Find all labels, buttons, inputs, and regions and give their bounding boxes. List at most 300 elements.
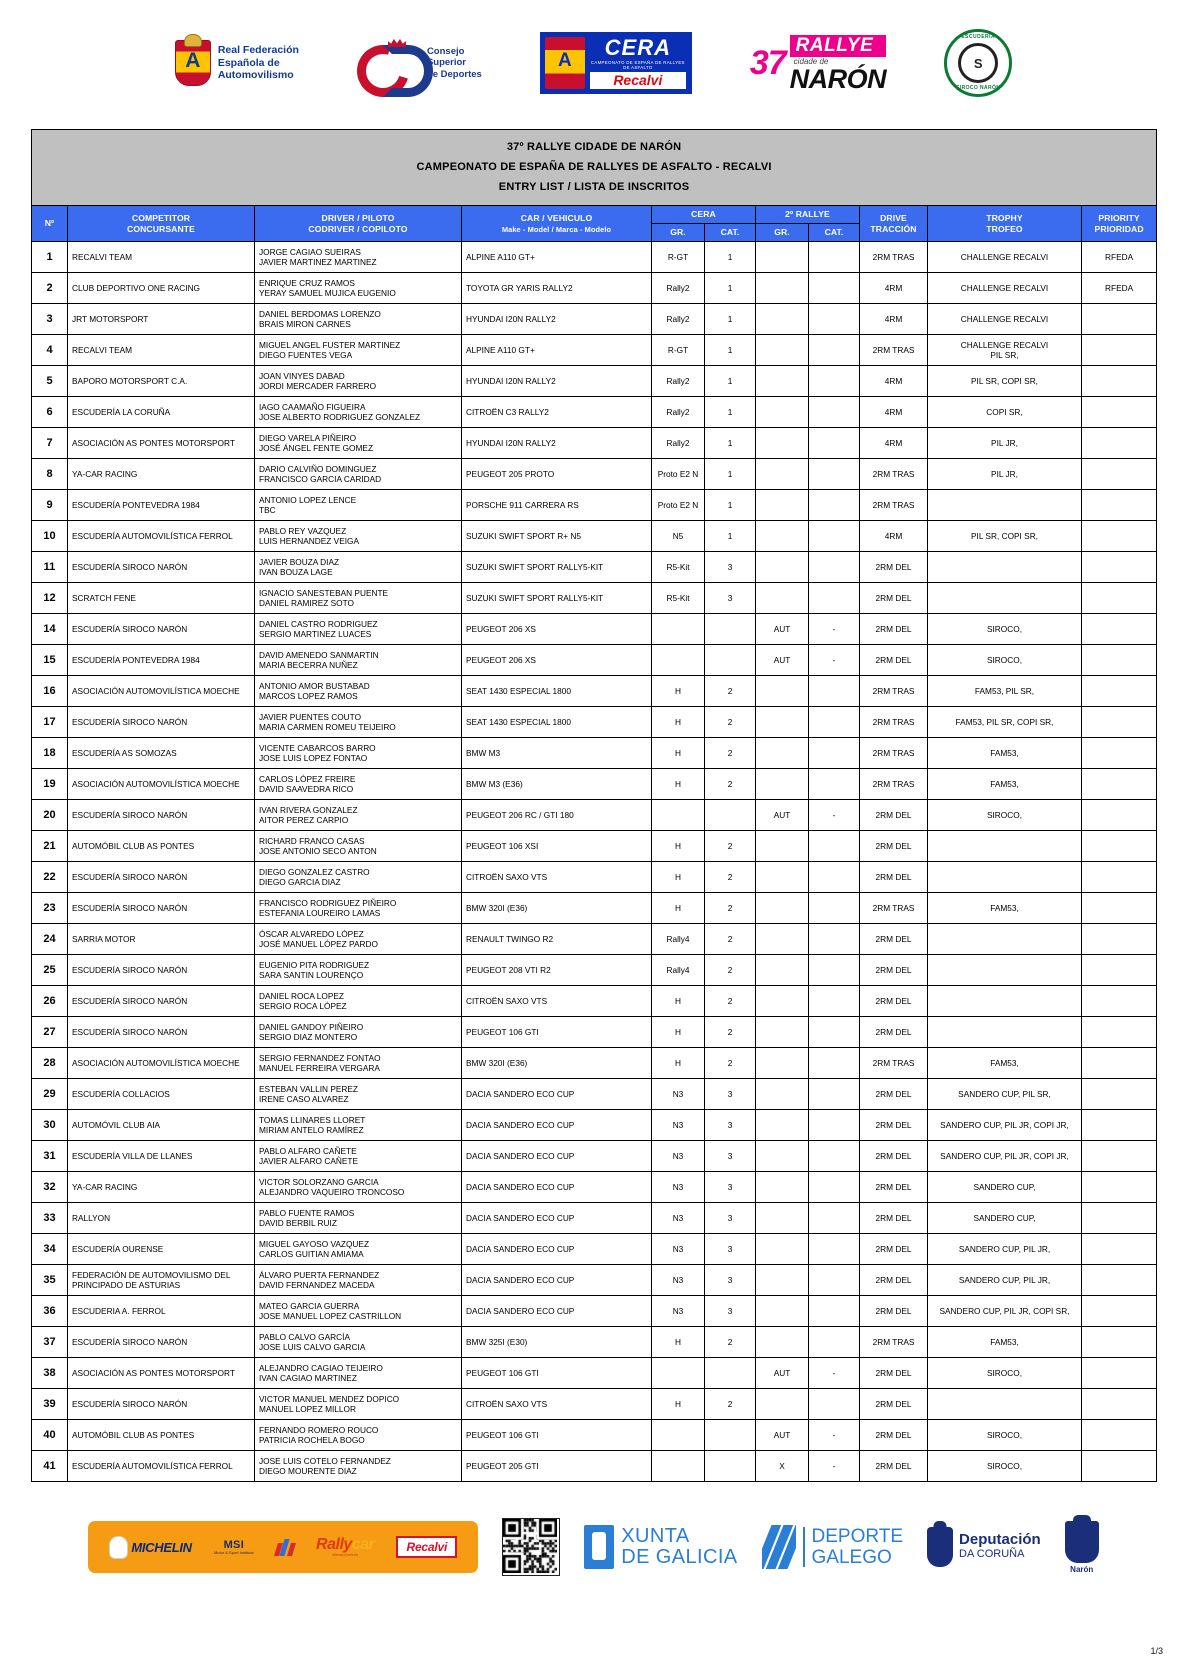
row-drive: 2RM DEL — [860, 1079, 928, 1110]
row-rallye2-gr — [756, 366, 809, 397]
row-driver: DANIEL BERDOMAS LORENZO — [259, 308, 381, 319]
row-trophy: CHALLENGE RECALVI — [928, 304, 1082, 335]
row-rallye2-cat — [809, 521, 860, 552]
row-cera-cat: 3 — [705, 1296, 756, 1327]
row-priority — [1082, 1451, 1157, 1482]
row-cera-cat: 3 — [705, 1265, 756, 1296]
row-rallye2-cat — [809, 1203, 860, 1234]
col-car-es: Make - Model / Marca - Modelo — [501, 224, 612, 234]
row-number: 14 — [32, 614, 68, 645]
row-trophy — [928, 924, 1082, 955]
row-number: 11 — [32, 552, 68, 583]
row-crew — [255, 242, 462, 273]
table-header-row-1 — [32, 206, 1157, 224]
csd-swoosh-icon — [357, 42, 419, 84]
row-rallye2-cat — [809, 1110, 860, 1141]
row-cera-gr: N3 — [652, 1141, 705, 1172]
row-competitor: AUTOMÓVIL CLUB AIA — [68, 1110, 255, 1141]
row-number: 40 — [32, 1420, 68, 1451]
row-cera-gr: N3 — [652, 1079, 705, 1110]
row-trophy: SANDERO CUP, — [928, 1203, 1082, 1234]
row-rallye2-gr: AUT — [756, 1420, 809, 1451]
row-rallye2-gr — [756, 1203, 809, 1234]
table-row — [32, 273, 1157, 304]
row-number: 17 — [32, 707, 68, 738]
row-cera-gr: Proto E2 N — [652, 490, 705, 521]
row-drive: 2RM DEL — [860, 955, 928, 986]
row-priority — [1082, 490, 1157, 521]
row-cera-cat — [705, 800, 756, 831]
row-cera-gr: H — [652, 1389, 705, 1420]
row-drive: 2RM TRAS — [860, 676, 928, 707]
row-rallye2-cat — [809, 1327, 860, 1358]
row-trophy: FAM53, — [928, 769, 1082, 800]
row-cera-gr — [652, 645, 705, 676]
row-number: 26 — [32, 986, 68, 1017]
row-car: DACIA SANDERO ECO CUP — [462, 1172, 652, 1203]
row-codriver: JORDI MERCADER FARRERO — [259, 381, 377, 391]
row-car: CITROËN C3 RALLY2 — [462, 397, 652, 428]
row-rallye2-gr — [756, 707, 809, 738]
row-trophy: FAM53, PIL SR, — [928, 676, 1082, 707]
row-crew — [255, 645, 462, 676]
row-driver: ENRIQUE CRUZ RAMOS — [259, 277, 355, 288]
row-priority — [1082, 552, 1157, 583]
row-cera-gr: N3 — [652, 1234, 705, 1265]
row-codriver: ESTEFANIA LOUREIRO LAMAS — [259, 908, 381, 918]
row-number: 34 — [32, 1234, 68, 1265]
row-cera-gr: Rally4 — [652, 955, 705, 986]
row-number: 19 — [32, 769, 68, 800]
table-row — [32, 304, 1157, 335]
row-crew — [255, 1296, 462, 1327]
row-cera-gr: H — [652, 831, 705, 862]
rfeda-line2: Española de — [217, 56, 280, 69]
table-row — [32, 1265, 1157, 1296]
row-rallye2-cat — [809, 490, 860, 521]
row-codriver: DAVID BERBIL RUIZ — [259, 1218, 337, 1228]
row-number: 23 — [32, 893, 68, 924]
row-cera-gr — [652, 1420, 705, 1451]
row-trophy: PIL SR, COPI SR, — [928, 366, 1082, 397]
row-drive: 2RM TRAS — [860, 769, 928, 800]
row-competitor: ASOCIACIÓN AUTOMOVILÍSTICA MOECHE — [68, 769, 255, 800]
table-row — [32, 490, 1157, 521]
row-trophy: FAM53, — [928, 893, 1082, 924]
row-number: 1 — [32, 242, 68, 273]
row-car: DACIA SANDERO ECO CUP — [462, 1079, 652, 1110]
row-driver: ANTONIO AMOR BUSTABAD — [259, 680, 370, 691]
rallycar-logo — [316, 1537, 374, 1557]
col-header-priority — [1082, 206, 1157, 242]
row-driver: CARLOS LÓPEZ FREIRE — [259, 773, 356, 784]
row-car: CITROËN SAXO VTS — [462, 986, 652, 1017]
row-rallye2-cat — [809, 397, 860, 428]
row-codriver: PATRICIA ROCHELA BOGO — [259, 1435, 365, 1445]
row-rallye2-gr — [756, 1172, 809, 1203]
row-codriver: MARIA CARMEN ROMEU TEIJEIRO — [259, 722, 396, 732]
cera-brand: Recalvi — [589, 71, 687, 90]
row-cera-cat — [705, 1358, 756, 1389]
row-drive: 4RM — [860, 304, 928, 335]
row-crew — [255, 1110, 462, 1141]
row-driver: IVAN RIVERA GONZALEZ — [259, 804, 358, 815]
row-car: HYUNDAI I20N RALLY2 — [462, 428, 652, 459]
row-driver: SERGIO FERNANDEZ FONTAO — [259, 1052, 381, 1063]
row-car: HYUNDAI I20N RALLY2 — [462, 366, 652, 397]
title-line-2: CAMPEONATO DE ESPAÑA DE RALLYES DE ASFALTO - RECALVI — [416, 161, 772, 173]
row-crew — [255, 397, 462, 428]
row-car: RENAULT TWINGO R2 — [462, 924, 652, 955]
row-cera-cat: 3 — [705, 1203, 756, 1234]
diputacion-coruna-logo — [927, 1527, 1041, 1567]
row-cera-cat: 3 — [705, 1079, 756, 1110]
row-crew — [255, 1265, 462, 1296]
table-row — [32, 1296, 1157, 1327]
row-trophy: SIROCO, — [928, 800, 1082, 831]
row-competitor: ESCUDERÍA AS SOMOZAS — [68, 738, 255, 769]
row-trophy: SIROCO, — [928, 1358, 1082, 1389]
row-rallye2-gr — [756, 583, 809, 614]
row-crew — [255, 1203, 462, 1234]
row-cera-cat: 2 — [705, 831, 756, 862]
col-header-number: Nº — [32, 206, 68, 242]
row-rallye2-cat — [809, 1389, 860, 1420]
row-trophy: CHALLENGE RECALVI PIL SR, — [928, 335, 1082, 366]
row-driver: IGNACIO SANESTEBAN PUENTE — [259, 587, 389, 598]
row-driver: ESTEBAN VALLIN PEREZ — [259, 1083, 358, 1094]
row-number: 21 — [32, 831, 68, 862]
row-rallye2-cat — [809, 335, 860, 366]
row-competitor: ASOCIACIÓN AUTOMOVILÍSTICA MOECHE — [68, 1048, 255, 1079]
row-crew — [255, 366, 462, 397]
rallycar-text-1: Rally — [316, 1536, 352, 1553]
row-rallye2-gr — [756, 1048, 809, 1079]
table-row — [32, 335, 1157, 366]
table-row — [32, 583, 1157, 614]
row-driver: DIEGO GONZALEZ CASTRO — [259, 866, 370, 877]
row-cera-cat: 2 — [705, 893, 756, 924]
row-rallye2-cat — [809, 676, 860, 707]
row-codriver: IVAN CAGIAO MARTINEZ — [259, 1373, 357, 1383]
row-crew — [255, 1172, 462, 1203]
row-car: CITROËN SAXO VTS — [462, 1389, 652, 1420]
xunta-line2: DE GALICIA — [621, 1546, 738, 1568]
row-cera-cat: 2 — [705, 769, 756, 800]
row-codriver: TBC — [259, 505, 276, 515]
row-drive: 2RM DEL — [860, 1389, 928, 1420]
row-rallye2-gr — [756, 1234, 809, 1265]
entry-list-body — [32, 242, 1157, 1482]
row-number: 9 — [32, 490, 68, 521]
row-driver: DANIEL CASTRO RODRIGUEZ — [259, 618, 378, 629]
row-rallye2-cat: - — [809, 1420, 860, 1451]
row-competitor: ESCUDERIA A. FERROL — [68, 1296, 255, 1327]
diputacion-line2: DA CORUÑA — [959, 1548, 1025, 1560]
row-cera-gr: H — [652, 707, 705, 738]
row-drive: 2RM DEL — [860, 1451, 928, 1482]
row-rallye2-cat — [809, 955, 860, 986]
row-car: DACIA SANDERO ECO CUP — [462, 1203, 652, 1234]
row-codriver: SERGIO DIAZ MONTERO — [259, 1032, 358, 1042]
qr-code[interactable] — [502, 1518, 560, 1576]
row-trophy: SANDERO CUP, PIL SR, — [928, 1079, 1082, 1110]
row-crew — [255, 335, 462, 366]
row-rallye2-cat — [809, 428, 860, 459]
col-header-trophy — [928, 206, 1082, 242]
row-crew — [255, 521, 462, 552]
michelin-logo — [109, 1536, 191, 1559]
table-row — [32, 1048, 1157, 1079]
row-priority — [1082, 459, 1157, 490]
deporte-galego-logo — [762, 1525, 904, 1569]
row-priority — [1082, 1327, 1157, 1358]
row-priority — [1082, 1079, 1157, 1110]
row-competitor: ESCUDERÍA SIROCO NARÓN — [68, 1389, 255, 1420]
row-car: PEUGEOT 106 GTI — [462, 1420, 652, 1451]
row-cera-cat — [705, 1420, 756, 1451]
row-rallye2-cat — [809, 1296, 860, 1327]
table-row — [32, 521, 1157, 552]
row-number: 10 — [32, 521, 68, 552]
table-row — [32, 769, 1157, 800]
row-driver: DANIEL GANDOY PIÑEIRO — [259, 1021, 364, 1032]
row-codriver: DAVID FERNANDEZ MACEDA — [259, 1280, 375, 1290]
row-rallye2-gr — [756, 1389, 809, 1420]
row-cera-gr: H — [652, 1048, 705, 1079]
table-row — [32, 1172, 1157, 1203]
row-cera-gr: N3 — [652, 1110, 705, 1141]
row-trophy: FAM53, — [928, 738, 1082, 769]
row-rallye2-cat — [809, 1265, 860, 1296]
col-header-cera: CERA — [652, 206, 756, 224]
row-driver: VICTOR SOLORZANO GARCIA — [259, 1176, 379, 1187]
header-logo-strip — [0, 18, 1187, 108]
row-car: PEUGEOT 205 PROTO — [462, 459, 652, 490]
row-number: 24 — [32, 924, 68, 955]
row-number: 29 — [32, 1079, 68, 1110]
row-driver: PABLO ALFARO CAÑETE — [259, 1145, 357, 1156]
rallye-edition-number: 37 — [749, 44, 786, 82]
table-row — [32, 1079, 1157, 1110]
row-cera-gr: Rally2 — [652, 304, 705, 335]
sponsor-bar — [88, 1521, 478, 1573]
row-car: HYUNDAI I20N RALLY2 — [462, 304, 652, 335]
row-cera-gr: N5 — [652, 521, 705, 552]
row-drive: 2RM DEL — [860, 1420, 928, 1451]
row-rallye2-gr — [756, 1265, 809, 1296]
row-rallye2-gr — [756, 1079, 809, 1110]
row-priority — [1082, 304, 1157, 335]
row-drive: 2RM TRAS — [860, 335, 928, 366]
row-number: 16 — [32, 676, 68, 707]
escuderia-siroco-logo — [944, 29, 1012, 97]
col-header-drive — [860, 206, 928, 242]
row-cera-cat: 1 — [705, 459, 756, 490]
row-car: BMW 320I (E36) — [462, 1048, 652, 1079]
row-trophy: PIL SR, COPI SR, — [928, 521, 1082, 552]
row-rallye2-cat: - — [809, 1358, 860, 1389]
row-rallye2-gr — [756, 738, 809, 769]
table-row — [32, 1141, 1157, 1172]
row-cera-gr: H — [652, 676, 705, 707]
row-drive: 2RM DEL — [860, 583, 928, 614]
row-cera-cat — [705, 1451, 756, 1482]
row-driver: JAVIER PUENTES COUTO — [259, 711, 362, 722]
rallye-naron-word: NARÓN — [789, 63, 887, 94]
xunta-line1: XUNTA — [621, 1525, 690, 1547]
row-crew — [255, 769, 462, 800]
row-rallye2-gr — [756, 676, 809, 707]
col-header-cera-cat: CAT. — [705, 224, 756, 242]
row-cera-gr: H — [652, 893, 705, 924]
row-codriver: JOSE LUIS LOPEZ FONTAO — [259, 753, 368, 763]
document-title-row — [32, 130, 1157, 206]
row-car: PEUGEOT 106 GTI — [462, 1358, 652, 1389]
row-crew — [255, 459, 462, 490]
row-competitor: ASOCIACIÓN AS PONTES MOTORSPORT — [68, 428, 255, 459]
row-number: 8 — [32, 459, 68, 490]
row-cera-gr — [652, 1451, 705, 1482]
col-priority-en: PRIORITY — [1098, 212, 1140, 223]
row-codriver: SARA SANTIN LOURENÇO — [259, 970, 364, 980]
spain-flag-icon — [545, 37, 585, 89]
title-line-1: 37º RALLYE CIDADE DE NARÓN — [506, 141, 682, 153]
michelin-text: MICHELIN — [131, 1539, 192, 1555]
row-driver: RICHARD FRANCO CASAS — [259, 835, 365, 846]
row-competitor: ESCUDERÍA SIROCO NARÓN — [68, 707, 255, 738]
row-cera-cat: 3 — [705, 583, 756, 614]
row-number: 18 — [32, 738, 68, 769]
row-rallye2-gr — [756, 1327, 809, 1358]
row-priority: RFEDA — [1082, 242, 1157, 273]
row-crew — [255, 893, 462, 924]
row-crew — [255, 831, 462, 862]
row-driver: MATEO GARCIA GUERRA — [259, 1300, 360, 1311]
col-competitor-es: CONCURSANTE — [127, 223, 195, 234]
row-rallye2-cat — [809, 459, 860, 490]
row-rallye2-gr: AUT — [756, 645, 809, 676]
row-number: 37 — [32, 1327, 68, 1358]
row-crew — [255, 986, 462, 1017]
row-rallye2-gr — [756, 521, 809, 552]
row-trophy: PIL JR, — [928, 459, 1082, 490]
csd-line2: Superior — [426, 57, 466, 69]
table-row — [32, 893, 1157, 924]
row-competitor: ESCUDERÍA SIROCO NARÓN — [68, 986, 255, 1017]
row-drive: 2RM DEL — [860, 1358, 928, 1389]
row-trophy — [928, 1017, 1082, 1048]
row-car: DACIA SANDERO ECO CUP — [462, 1110, 652, 1141]
row-crew — [255, 1327, 462, 1358]
row-priority — [1082, 1048, 1157, 1079]
rallycar-subtext: #tendoZoeinfo — [332, 1552, 358, 1557]
row-priority — [1082, 955, 1157, 986]
col-header-r2-cat: CAT. — [809, 224, 860, 242]
row-number: 38 — [32, 1358, 68, 1389]
chevron-icon — [276, 1539, 294, 1556]
row-driver: PABLO FUENTE RAMOS — [259, 1207, 355, 1218]
siroco-bottom-text: SIROCO NARÓN — [956, 85, 1001, 91]
row-drive: 2RM DEL — [860, 1172, 928, 1203]
row-codriver: JAVIER MARTINEZ MARTINEZ — [259, 257, 377, 267]
row-competitor: ESCUDERÍA SIROCO NARÓN — [68, 1327, 255, 1358]
row-number: 36 — [32, 1296, 68, 1327]
table-row — [32, 397, 1157, 428]
row-competitor: AUTOMÓBIL CLUB AS PONTES — [68, 831, 255, 862]
row-trophy: COPI SR, — [928, 397, 1082, 428]
row-cera-gr: R5-Kit — [652, 552, 705, 583]
row-driver: JOSE LUIS COTELO FERNANDEZ — [259, 1455, 391, 1466]
row-rallye2-cat — [809, 831, 860, 862]
row-rallye2-cat — [809, 769, 860, 800]
row-number: 2 — [32, 273, 68, 304]
row-number: 25 — [32, 955, 68, 986]
row-trophy — [928, 862, 1082, 893]
row-priority — [1082, 521, 1157, 552]
table-row — [32, 645, 1157, 676]
row-rallye2-gr: AUT — [756, 800, 809, 831]
row-codriver: JOSE ALBERTO RODRIGUEZ GONZALEZ — [259, 412, 421, 422]
xunta-emblem-icon — [584, 1525, 614, 1569]
row-car: BMW 320I (E36) — [462, 893, 652, 924]
row-cera-gr: H — [652, 986, 705, 1017]
row-drive: 2RM DEL — [860, 1265, 928, 1296]
row-car: ALPINE A110 GT+ — [462, 335, 652, 366]
row-crew — [255, 1389, 462, 1420]
row-drive: 2RM TRAS — [860, 490, 928, 521]
row-drive: 2RM TRAS — [860, 459, 928, 490]
row-rallye2-cat — [809, 583, 860, 614]
row-trophy: FAM53, PIL SR, COPI SR, — [928, 707, 1082, 738]
col-driver-es: CODRIVER / COPILOTO — [308, 223, 408, 234]
row-cera-cat: 3 — [705, 552, 756, 583]
rallye-word: RALLYE — [790, 35, 887, 57]
row-cera-gr: H — [652, 738, 705, 769]
row-cera-gr: Rally4 — [652, 924, 705, 955]
row-drive: 2RM TRAS — [860, 893, 928, 924]
row-rallye2-gr — [756, 397, 809, 428]
row-cera-cat: 3 — [705, 1141, 756, 1172]
row-number: 39 — [32, 1389, 68, 1420]
row-rallye2-cat — [809, 738, 860, 769]
row-codriver: JOSE ANTONIO SECO ANTON — [259, 846, 377, 856]
row-car: PORSCHE 911 CARRERA RS — [462, 490, 652, 521]
row-trophy — [928, 583, 1082, 614]
row-trophy: SIROCO, — [928, 1420, 1082, 1451]
row-codriver: BRAIS MIRON CARNES — [259, 319, 351, 329]
row-rallye2-gr — [756, 304, 809, 335]
col-header-r2-gr: GR. — [756, 224, 809, 242]
row-crew — [255, 1234, 462, 1265]
deporte-line2: GALEGO — [811, 1547, 892, 1568]
row-priority — [1082, 707, 1157, 738]
row-cera-cat: 2 — [705, 707, 756, 738]
table-row — [32, 242, 1157, 273]
row-rallye2-cat — [809, 986, 860, 1017]
row-driver: FERNANDO ROMERO ROUCO — [259, 1424, 379, 1435]
row-competitor: ESCUDERÍA SIROCO NARÓN — [68, 893, 255, 924]
row-rallye2-cat — [809, 1234, 860, 1265]
table-row — [32, 459, 1157, 490]
row-number: 6 — [32, 397, 68, 428]
row-cera-cat: 2 — [705, 1017, 756, 1048]
row-codriver: DAVID SAAVEDRA RICO — [259, 784, 354, 794]
rfeda-shield-icon — [175, 40, 211, 86]
row-competitor: ESCUDERÍA OURENSE — [68, 1234, 255, 1265]
row-priority — [1082, 428, 1157, 459]
row-competitor: ESCUDERÍA LA CORUÑA — [68, 397, 255, 428]
